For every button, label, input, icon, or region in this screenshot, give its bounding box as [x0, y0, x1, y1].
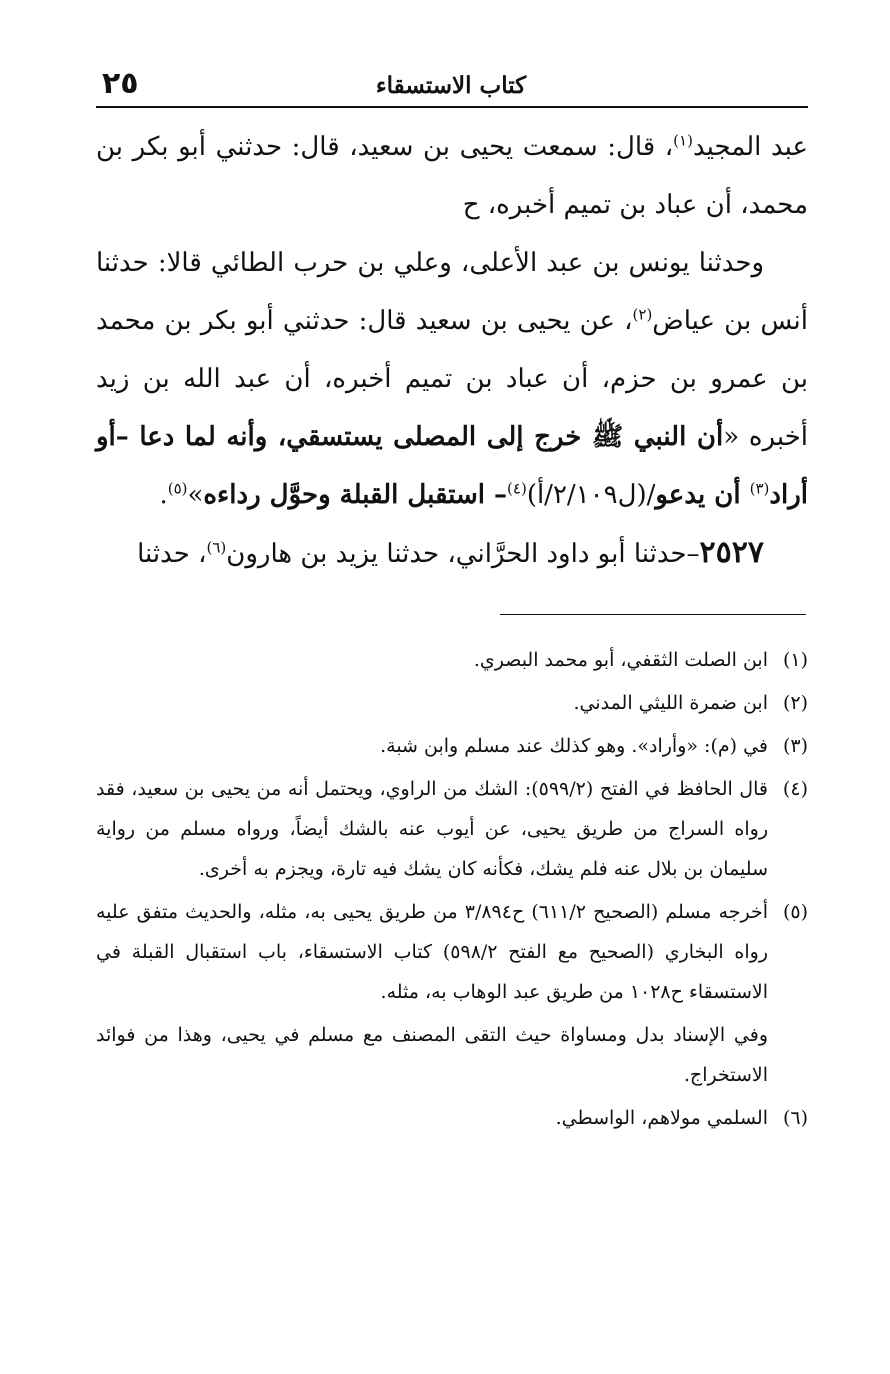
footnote-text: ابن الصلت الثقفي، أبو محمد البصري.: [473, 649, 768, 671]
page-number: ٢٥: [102, 66, 139, 101]
footnote-6: [96, 1098, 808, 1138]
footnote-label: (١): [782, 649, 808, 671]
footnotes: [96, 640, 808, 1141]
footnote-ref-3: (٣): [749, 479, 770, 498]
text-run: ، قال: سمعت يحيى بن سعيد، قال: حدثني أبو بكر بن محمد، أن عباد بن تميم أخبره، ح: [96, 132, 808, 220]
footnote-label: (٤): [782, 778, 808, 800]
header-rule: [96, 106, 808, 108]
text-run: ، حدثنا: [137, 539, 207, 569]
text-run: .: [159, 480, 168, 510]
footnote-text: في (م): «وأراد». وهو كذلك عند مسلم وابن شبة.: [380, 735, 768, 757]
paragraph-2: [96, 234, 808, 524]
footnote-text: ابن ضمرة الليثي المدني.: [573, 692, 768, 714]
page-header: [96, 64, 806, 104]
footnote-ref-1: (١): [673, 131, 693, 150]
footnote-text: أخرجه مسلم (الصحيح ٦١١/٢) ح٣/٨٩٤ من طريق يحيى به، مثله، والحديث متفق عليه رواه البخاري (الصحيح مع الفتح ٥٩٨/٢) كتاب الاستسقاء، باب استقبال القبلة في الاستسقاء ح١٠٢٨ من طريق عبد الوهاب به، مثله.: [96, 901, 769, 1003]
footnote-1: [96, 640, 808, 680]
footnote-text: السلمي مولاهم، الواسطي.: [555, 1107, 768, 1129]
footnote-ref-5: (٥): [167, 479, 188, 498]
paragraph-1: [96, 118, 808, 234]
paragraph-3: [96, 524, 808, 583]
footnote-ref-6: (٦): [206, 538, 227, 557]
quote-close: »: [187, 480, 204, 510]
footnote-ref-2: (٢): [632, 305, 653, 324]
footnote-5: [96, 892, 808, 1012]
main-text: [96, 118, 808, 583]
footnote-ref-4: (٤): [507, 479, 527, 498]
footnote-label: (٢): [782, 692, 808, 714]
text-run: عبد المجيد: [692, 132, 808, 162]
text-run: ، عن يحيى بن سعيد قال: حدثني أبو بكر بن محمد بن عمرو بن حزم، أن عباد بن تميم أخبره، أن عبد الله بن زيد أخبره «: [96, 306, 808, 452]
footnote-label: (٦): [782, 1107, 808, 1129]
hadith-number: ٢٥٢٧: [699, 535, 764, 570]
hadith-text-bold: أن النبي ﷺ خرج إلى المصلى يستسقي، وأنه لما دعا –أو أراد: [96, 422, 808, 510]
running-title: كتاب الاستسقاء: [375, 72, 527, 99]
footnote-text: قال الحافظ في الفتح (٥٩٩/٢): الشك من الراوي، ويحتمل أنه من يحيى بن سعيد، فقد رواه السراج من طريق يحيى، عن أيوب عنه بالشك أيضاً، ورواه مسلم من رواية سليمان بن بلال عنه فلم يشك، فكأنه كان يشك فيه تارة، ويجزم به أخرى.: [96, 778, 768, 880]
footnote-label: (٥): [782, 901, 808, 923]
text-run: –حدثنا أبو داود الحرَّاني، حدثنا يزيد بن هارون: [226, 539, 700, 569]
text-run: وحدثنا يونس بن عبد الأعلى، وعلي بن حرب الطائي قالا: حدثنا أنس بن عياض: [96, 248, 808, 336]
footnote-label: (٣): [782, 735, 808, 757]
footnote-4: [96, 769, 808, 889]
footnote-text: وفي الإسناد بدل ومساواة حيث التقى المصنف مع مسلم في يحيى، وهذا من فوائد الاستخراج.: [96, 1024, 768, 1086]
footnote-5-continuation: [96, 1015, 808, 1095]
hadith-text-bold: – استقبل القبلة وحوَّل رداءه: [203, 480, 508, 510]
hadith-text-bold: أن يدعو: [655, 480, 750, 510]
manuscript-ref: /(ل٢/١٠٩/أ): [526, 480, 656, 510]
footnote-3: [96, 726, 808, 766]
footnote-2: [96, 683, 808, 723]
footnote-separator: [500, 614, 806, 615]
